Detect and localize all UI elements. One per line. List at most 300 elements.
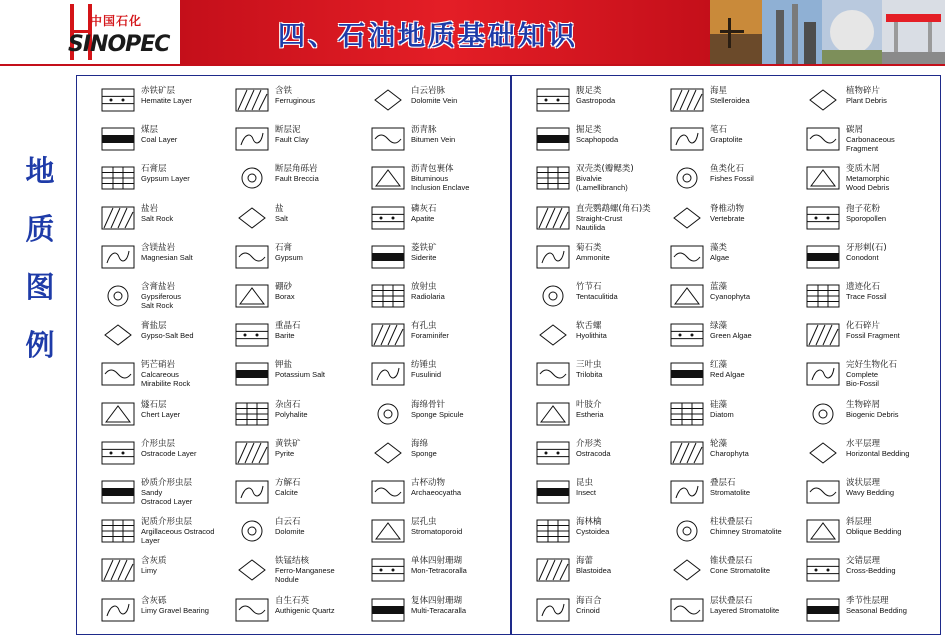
hematite-layer-icon xyxy=(101,88,135,112)
legend-label-en: Trace Fossil xyxy=(846,292,887,301)
legend-label-cn: 含铁 xyxy=(275,86,293,96)
legend-label-cn: 鱼类化石 xyxy=(710,164,745,175)
legend-label-cn: 笔石 xyxy=(710,125,728,136)
legend-label-en: Ferruginous xyxy=(275,96,316,105)
legend-item xyxy=(536,241,668,279)
legend-label xyxy=(411,556,519,575)
legend-label-cn: 古杯动物 xyxy=(411,478,446,488)
stromatoporoid-icon xyxy=(371,519,405,543)
legend-label-cn: 遗迹化石 xyxy=(846,282,881,292)
legend-label-cn: 昆虫 xyxy=(576,478,594,488)
legend-item xyxy=(101,319,233,357)
borax-icon xyxy=(235,284,269,308)
legend-label xyxy=(141,478,249,506)
legend-label xyxy=(141,439,249,458)
legend-item xyxy=(235,398,367,436)
seasonal-bedding-icon xyxy=(806,598,840,622)
legend-label xyxy=(576,556,684,575)
sporopollen-icon xyxy=(806,206,840,230)
magnesian-salt-icon xyxy=(101,245,135,269)
mon-tetracoralla-icon xyxy=(371,558,405,582)
legend-item xyxy=(670,123,802,161)
legend-label-cn: 三叶虫 xyxy=(576,360,602,371)
bitumen-vein-icon xyxy=(371,127,405,151)
legend-label xyxy=(411,164,519,192)
radiolaria-icon xyxy=(371,284,405,308)
legend-label-cn: 自生石英 xyxy=(275,595,310,606)
legend-label-en: Layer xyxy=(141,536,160,546)
legend-label-cn: 膏盐层 xyxy=(141,321,167,332)
legend-label-cn: 硅藻 xyxy=(710,399,728,410)
legend-label-en: Ostracode Layer xyxy=(141,448,197,458)
legend-label-cn: 钙芒硝岩 xyxy=(141,360,176,371)
legend-item xyxy=(235,241,367,279)
legend-label-cn: 菊石类 xyxy=(576,242,602,253)
legend-label xyxy=(275,321,383,340)
legend-label xyxy=(576,596,684,615)
gastropoda-icon xyxy=(536,88,570,112)
legend-label-cn: 砂质介形虫层 xyxy=(141,478,193,488)
industry-photo-strip xyxy=(710,0,945,64)
diatom-icon xyxy=(670,402,704,426)
wood-debris-icon xyxy=(806,166,840,190)
legend-item xyxy=(101,162,233,200)
legend-label xyxy=(411,478,519,497)
legend-item xyxy=(101,554,233,592)
legend-label xyxy=(576,400,684,419)
charophyta-icon xyxy=(670,441,704,465)
legend-label-cn: 含灰砾 xyxy=(141,595,167,606)
ostracode-layer-icon xyxy=(101,441,135,465)
oblique-bedding-icon xyxy=(806,519,840,543)
legend-label xyxy=(710,439,818,458)
legend-label-cn: 煤层 xyxy=(141,125,159,136)
legend-label-cn: 白云岩脉 xyxy=(411,86,446,96)
legend-label xyxy=(846,478,945,497)
legend-label-en: Metamorphic xyxy=(846,174,890,184)
legend-label-en: Vertebrate xyxy=(710,213,745,223)
legend-item xyxy=(670,515,802,553)
legend-label-cn: 牙形刺(石) xyxy=(846,242,887,253)
legend-label-en: Gypsiferous xyxy=(141,292,182,301)
legend-label-en: Scaphopoda xyxy=(576,135,619,145)
legend-label xyxy=(576,86,684,105)
legend-label-cn: 磷灰石 xyxy=(411,203,437,214)
legend-label-en: Diatom xyxy=(710,409,734,419)
legend-label-en: Cone Stromatolite xyxy=(710,566,771,576)
legend-label xyxy=(846,125,945,153)
legend-label-en: Crinoid xyxy=(576,605,600,615)
legend-panel-right xyxy=(511,75,941,635)
slide-title: 四、石油地质基础知识 xyxy=(278,21,578,52)
apatite-icon xyxy=(371,206,405,230)
foraminifer-icon xyxy=(371,323,405,347)
legend-label-cn: 海林檎 xyxy=(576,517,602,528)
legend-label xyxy=(846,517,945,536)
legend-item xyxy=(806,358,938,396)
legend-label-en: Fault Clay xyxy=(275,135,309,145)
dolomite-vein-icon xyxy=(371,88,405,112)
ostracoda-icon xyxy=(536,441,570,465)
legend-label-cn: 海蕾 xyxy=(576,556,594,567)
legend-label-en: Complete xyxy=(846,370,879,380)
legend-label-en: Authigenic Quartz xyxy=(275,605,335,615)
authigenic-quartz-icon xyxy=(235,598,269,622)
graptolite-icon xyxy=(670,127,704,151)
legend-label xyxy=(846,556,945,575)
legend-label-en: (Lamellibranch) xyxy=(576,183,628,193)
legend-label xyxy=(275,400,383,419)
vertebrate-icon xyxy=(670,206,704,230)
legend-label xyxy=(576,125,684,144)
horizontal-bedding-icon xyxy=(806,441,840,465)
legend-label-cn: 盐岩 xyxy=(141,203,159,214)
hyolithita-icon xyxy=(536,323,570,347)
legend-label xyxy=(846,596,945,615)
legend-item xyxy=(101,241,233,279)
limy-icon xyxy=(101,558,135,582)
legend-label-cn: 钾盐 xyxy=(275,360,293,371)
legend-label xyxy=(576,360,684,379)
legend-item xyxy=(371,241,503,279)
legend-label xyxy=(275,86,383,105)
limy-gravel-icon xyxy=(101,598,135,622)
legend-label-en: Cross-Bedding xyxy=(846,566,896,576)
legend-label-en: Dolomite Vein xyxy=(411,96,458,105)
legend-label-cn: 脊椎动物 xyxy=(710,203,745,214)
multi-tetracoralla-icon xyxy=(371,598,405,622)
legend-label-en: Stromatoporoid xyxy=(411,527,463,537)
left-column-3 xyxy=(371,76,503,634)
salt-icon xyxy=(235,206,269,230)
sponge-icon xyxy=(371,441,405,465)
slide-header xyxy=(0,0,945,66)
legend-label xyxy=(710,400,818,419)
siderite-icon xyxy=(371,245,405,269)
potassium-salt-icon xyxy=(235,362,269,386)
legend-label xyxy=(846,204,945,223)
ferro-manganese-icon xyxy=(235,558,269,582)
legend-label xyxy=(710,596,818,615)
legend-item xyxy=(371,437,503,475)
legend-item xyxy=(101,123,233,161)
legend-item xyxy=(101,358,233,396)
legend-label-en: Sporopollen xyxy=(846,213,887,223)
legend-label-cn: 交错层理 xyxy=(846,556,881,567)
legend-item xyxy=(806,241,938,279)
carbonaceous-fragment-icon xyxy=(806,127,840,151)
legend-label-cn: 层孔虫 xyxy=(411,517,437,528)
legend-label-cn: 绿藻 xyxy=(710,321,728,332)
chimney-stromatolite-icon xyxy=(670,519,704,543)
gypsiferous-salt-icon xyxy=(101,284,135,308)
legend-label-en: Insect xyxy=(576,488,597,497)
legend-label-cn: 海绵骨针 xyxy=(411,399,446,410)
legend-label-cn: 燧石层 xyxy=(141,399,167,410)
legend-item xyxy=(101,398,233,436)
legend-label xyxy=(141,282,249,310)
side-char-3: 图 xyxy=(25,270,55,304)
legend-label xyxy=(411,439,519,458)
legend-label-en: Oblique Bedding xyxy=(846,527,902,537)
legend-item xyxy=(235,202,367,240)
legend-label-en: Wavy Bedding xyxy=(846,488,895,497)
cystoidea-icon xyxy=(536,519,570,543)
legend-label-cn: 泥质介形虫层 xyxy=(141,517,193,528)
crinoid-icon xyxy=(536,598,570,622)
legend-label-cn: 含灰质 xyxy=(141,556,167,567)
legend-item xyxy=(101,515,233,553)
legend-label xyxy=(275,360,383,379)
trace-fossil-icon xyxy=(806,284,840,308)
wavy-bedding-icon xyxy=(806,480,840,504)
legend-label-en: Ostracoda xyxy=(576,448,611,458)
legend-label xyxy=(141,86,249,105)
logo-chinese-text: 中国石化 xyxy=(90,14,143,28)
legend-label xyxy=(846,282,945,301)
legend-label xyxy=(141,400,249,419)
legend-item xyxy=(806,398,938,436)
conodont-icon xyxy=(806,245,840,269)
legend-label xyxy=(846,164,945,192)
legend-item xyxy=(371,358,503,396)
legend-label-cn: 白云石 xyxy=(275,517,301,528)
legend-item xyxy=(101,476,233,514)
legend-label-en: Mirabilite Rock xyxy=(141,379,191,389)
side-char-1: 地 xyxy=(25,154,55,188)
logo-english-text: SINOPEC xyxy=(68,32,170,57)
cone-stromatolite-icon xyxy=(670,558,704,582)
legend-label-cn: 赤铁矿层 xyxy=(141,86,176,96)
legend-item xyxy=(371,319,503,357)
legend-label-en: Dolomite xyxy=(275,527,305,537)
legend-item xyxy=(371,515,503,553)
ferruginous-icon xyxy=(235,88,269,112)
legend-label-en: Gypsum xyxy=(275,252,303,262)
legend-item xyxy=(235,476,367,514)
legend-label-en: Nodule xyxy=(275,575,299,585)
legend-item xyxy=(101,202,233,240)
legend-item xyxy=(670,476,802,514)
legend-label xyxy=(576,282,684,301)
coal-layer-icon xyxy=(101,127,135,151)
legend-label-cn: 层状叠层石 xyxy=(710,595,753,606)
legend-label xyxy=(710,164,818,183)
legend-label xyxy=(275,164,383,183)
legend-label-cn: 海绵 xyxy=(411,438,429,449)
legend-label-en: Fusulinid xyxy=(411,370,442,380)
legend-label xyxy=(275,243,383,262)
fault-breccia-icon xyxy=(235,166,269,190)
legend-item xyxy=(806,319,938,357)
algae-icon xyxy=(670,245,704,269)
right-column-1 xyxy=(536,76,668,634)
sandy-ostracod-icon xyxy=(101,480,135,504)
legend-item xyxy=(371,280,503,318)
legend-label-en: Calcite xyxy=(275,488,298,497)
nautilida-icon xyxy=(536,206,570,230)
legend-label-cn: 化石碎片 xyxy=(846,321,881,332)
legend-label xyxy=(411,125,519,144)
legend-label-cn: 含镁盐岩 xyxy=(141,242,176,253)
legend-label xyxy=(710,517,818,536)
legend-label-cn: 沥青脉 xyxy=(411,125,437,136)
legend-item xyxy=(235,594,367,632)
legend-label-en: Horizontal Bedding xyxy=(846,448,910,458)
legend-label-cn: 海星 xyxy=(710,86,728,96)
sponge-spicule-icon xyxy=(371,402,405,426)
legend-label-cn: 纺锤虫 xyxy=(411,360,437,371)
legend-label-cn: 沥青包裹体 xyxy=(411,164,454,175)
legend-item xyxy=(536,84,668,122)
left-column-1 xyxy=(101,76,233,634)
legend-item xyxy=(101,280,233,318)
legend-label xyxy=(411,596,519,615)
mirabilite-rock-icon xyxy=(101,362,135,386)
legend-item xyxy=(670,241,802,279)
legend-label-en: Stelleroidea xyxy=(710,96,750,105)
legend-label-en: Bitumen Vein xyxy=(411,135,456,145)
legend-label-cn: 叶肢介 xyxy=(576,399,602,410)
legend-label-en: Conodont xyxy=(846,252,879,262)
legend-label-en: Biogenic Debris xyxy=(846,409,899,419)
legend-label-en: Salt Rock xyxy=(141,213,174,223)
legend-label-cn: 石膏层 xyxy=(141,164,167,175)
legend-label-cn: 硼砂 xyxy=(275,282,293,292)
legend-label xyxy=(141,596,249,615)
legend-item xyxy=(806,123,938,161)
legend-label-en: Foraminifer xyxy=(411,331,449,341)
legend-label xyxy=(141,125,249,144)
legend-item xyxy=(670,280,802,318)
legend-label xyxy=(846,400,945,419)
legend-label xyxy=(411,243,519,262)
bivalve-icon xyxy=(536,166,570,190)
legend-label-cn: 单体四射珊瑚 xyxy=(411,556,463,567)
gypsum-layer-icon xyxy=(101,166,135,190)
legend-item xyxy=(371,398,503,436)
legend-label-cn: 斜层理 xyxy=(846,517,872,528)
legend-item xyxy=(371,554,503,592)
legend-label-en: Charophyta xyxy=(710,448,749,458)
legend-item xyxy=(235,84,367,122)
legend-item xyxy=(371,162,503,200)
legend-label-cn: 季节性层理 xyxy=(846,595,889,606)
legend-item xyxy=(536,202,668,240)
scaphopoda-icon xyxy=(536,127,570,151)
legend-label xyxy=(141,556,249,575)
legend-item xyxy=(670,437,802,475)
legend-label-en: Argillaceous Ostracod xyxy=(141,527,215,537)
legend-label xyxy=(141,204,249,223)
legend-label xyxy=(411,321,519,340)
legend-label-cn: 掘足类 xyxy=(576,125,602,136)
legend-label-cn: 杂卤石 xyxy=(275,399,301,410)
legend-item xyxy=(101,84,233,122)
legend-label-cn: 介形类 xyxy=(576,438,602,449)
legend-label-cn: 碳屑 xyxy=(846,125,864,136)
insect-icon xyxy=(536,480,570,504)
legend-item xyxy=(235,319,367,357)
legend-label xyxy=(275,439,383,458)
legend-label-en: Barite xyxy=(275,331,295,341)
argillaceous-ostracod-icon xyxy=(101,519,135,543)
legend-label-cn: 红藻 xyxy=(710,360,728,371)
legend-item xyxy=(536,398,668,436)
legend-label-en: Green Algae xyxy=(710,331,752,341)
legend-label-cn: 海百合 xyxy=(576,595,602,606)
right-column-2 xyxy=(670,76,802,634)
legend-item xyxy=(670,594,802,632)
legend-label xyxy=(846,86,945,105)
legend-label xyxy=(275,125,383,144)
legend-item xyxy=(670,358,802,396)
legend-item xyxy=(536,162,668,200)
legend-label-cn: 双壳类(瓣鳃类) xyxy=(576,164,634,175)
legend-label xyxy=(576,478,684,497)
legend-label-en: Chert Layer xyxy=(141,409,181,419)
bituminous-inclusion-icon xyxy=(371,166,405,190)
legend-label-cn: 软舌螺 xyxy=(576,321,602,332)
legend-label-cn: 植物碎片 xyxy=(846,86,881,96)
legend-label-cn: 柱状叠层石 xyxy=(710,517,753,528)
calcite-icon xyxy=(235,480,269,504)
plant-debris-icon xyxy=(806,88,840,112)
legend-label-en: Red Algae xyxy=(710,370,745,380)
legend-label-en: Graptolite xyxy=(710,135,743,145)
legend-label-en: Wood Debris xyxy=(846,183,890,193)
legend-item xyxy=(806,162,938,200)
side-char-2: 质 xyxy=(25,212,55,246)
barite-icon xyxy=(235,323,269,347)
legend-label xyxy=(141,164,249,183)
legend-label-cn: 有孔虫 xyxy=(411,321,437,332)
green-algae-icon xyxy=(670,323,704,347)
legend-label xyxy=(576,321,684,340)
legend-label-en: Multi-Teracaralla xyxy=(411,605,467,615)
legend-label-en: Sponge Spicule xyxy=(411,409,464,419)
legend-item xyxy=(536,476,668,514)
legend-label xyxy=(710,243,818,262)
legend-label xyxy=(710,556,818,575)
fossil-fragment-icon xyxy=(806,323,840,347)
legend-label-en: Hematite Layer xyxy=(141,96,192,105)
legend-item xyxy=(235,358,367,396)
legend-label-cn: 腹足类 xyxy=(576,86,602,96)
legend-label xyxy=(710,204,818,223)
header-divider xyxy=(0,64,945,66)
legend-label xyxy=(846,321,945,340)
legend-label-cn: 藻类 xyxy=(710,242,728,253)
legend-panel-left xyxy=(76,75,511,635)
legend-label xyxy=(576,204,684,232)
legend-label-en: Chimney Stromatolite xyxy=(710,527,782,537)
legend-item xyxy=(371,594,503,632)
legend-label xyxy=(710,282,818,301)
legend-label-en: Blastoidea xyxy=(576,566,612,576)
legend-item xyxy=(670,162,802,200)
legend-item xyxy=(806,594,938,632)
legend-label-en: Bivalvie xyxy=(576,174,602,184)
side-heading xyxy=(22,142,58,374)
legend-label-en: Limy Gravel Bearing xyxy=(141,605,209,615)
legend-label-en: Coal Layer xyxy=(141,135,178,145)
legend-label-en: Fossil Fragment xyxy=(846,331,900,341)
side-char-4: 例 xyxy=(25,328,55,362)
legend-label-en: Archaeocyatha xyxy=(411,488,462,497)
legend-label-cn: 波状层理 xyxy=(846,478,881,488)
legend-item xyxy=(536,123,668,161)
